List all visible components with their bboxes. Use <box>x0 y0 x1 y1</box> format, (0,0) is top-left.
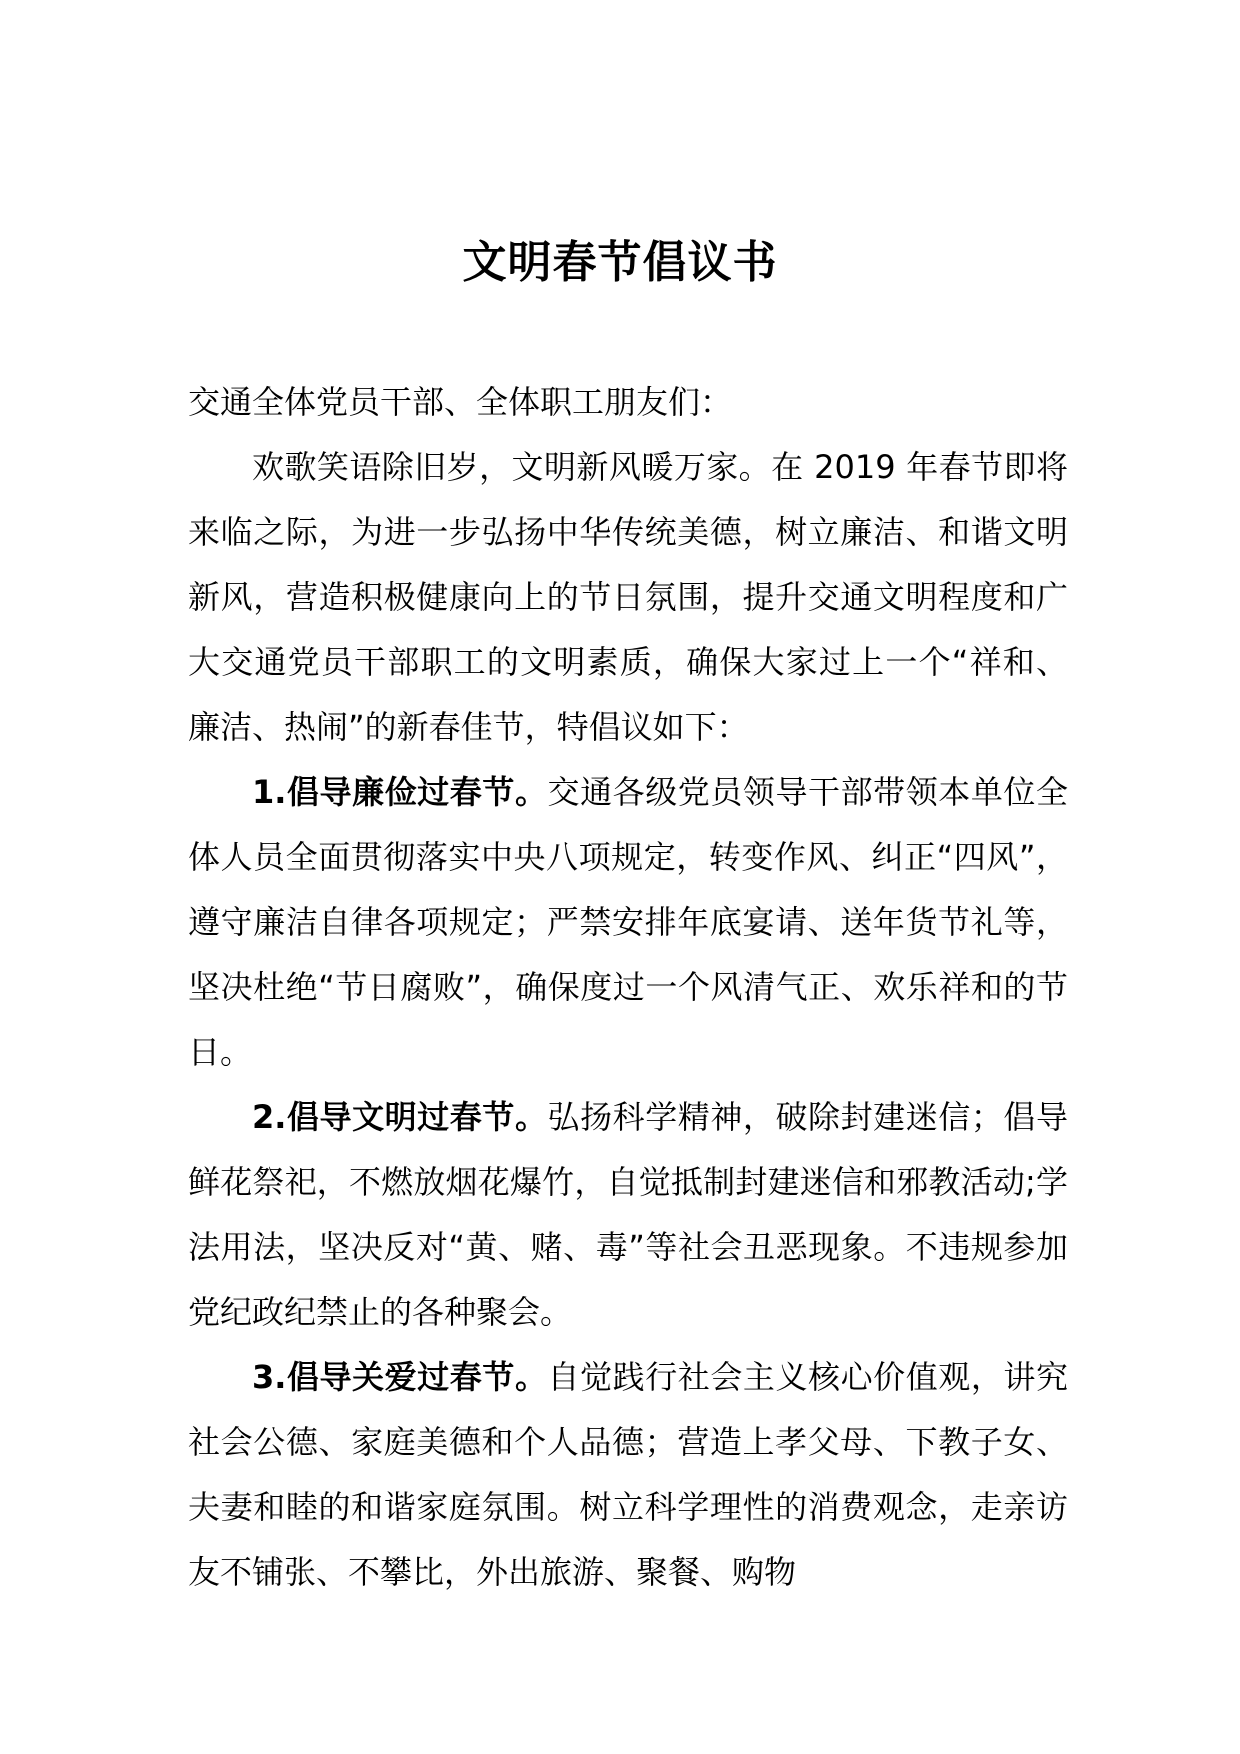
proposal-item-2-lead: 2.倡导文明过春节。 <box>252 1098 548 1136</box>
intro-paragraph: 欢歌笑语除旧岁，文明新风暖万家。在 2019 年春节即将来临之际，为进一步弘扬中华传统美德，树立廉洁、和谐文明新风，营造积极健康向上的节日氛围，提升交通文明程度和广大交通党员干部职工的文明素质，确保大家过上一个“祥和、廉洁、热闹”的新春佳节，特倡议如下： <box>188 448 1068 746</box>
proposal-item-2-text: 弘扬科学精神，破除封建迷信；倡导鲜花祭祀，不燃放烟花爆竹，自觉抵制封建迷信和邪教活动;学法用法，坚决反对“黄、赌、毒”等社会丑恶现象。不违规参加党纪政纪禁止的各种聚会。 <box>188 1098 1068 1331</box>
proposal-item-1-lead: 1.倡导廉俭过春节。 <box>252 773 548 811</box>
salutation: 交通全体党员干部、全体职工朋友们： <box>188 383 733 421</box>
document-body <box>188 370 1068 1605</box>
proposal-item-3-lead: 3.倡导关爱过春节。 <box>252 1358 548 1396</box>
proposal-item-2 <box>188 1085 1068 1345</box>
document-title: 文明春节倡议书 <box>462 237 778 288</box>
proposal-item-1 <box>188 760 1068 1085</box>
proposal-item-3 <box>188 1345 1068 1605</box>
proposal-item-1-text: 交通各级党员领导干部带领本单位全体人员全面贯彻落实中央八项规定，转变作风、纠正“四风”，遵守廉洁自律各项规定；严禁安排年底宴请、送年货节礼等，坚决杜绝“节日腐败”，确保度过一个风清气正、欢乐祥和的节日。 <box>188 773 1068 1071</box>
proposal-item-3-text: 自觉践行社会主义核心价值观，讲究社会公德、家庭美德和个人品德；营造上孝父母、下教子女、夫妻和睦的和谐家庭氛围。树立科学理性的消费观念，走亲访友不铺张、不攀比，外出旅游、聚餐、购物 <box>188 1358 1068 1591</box>
